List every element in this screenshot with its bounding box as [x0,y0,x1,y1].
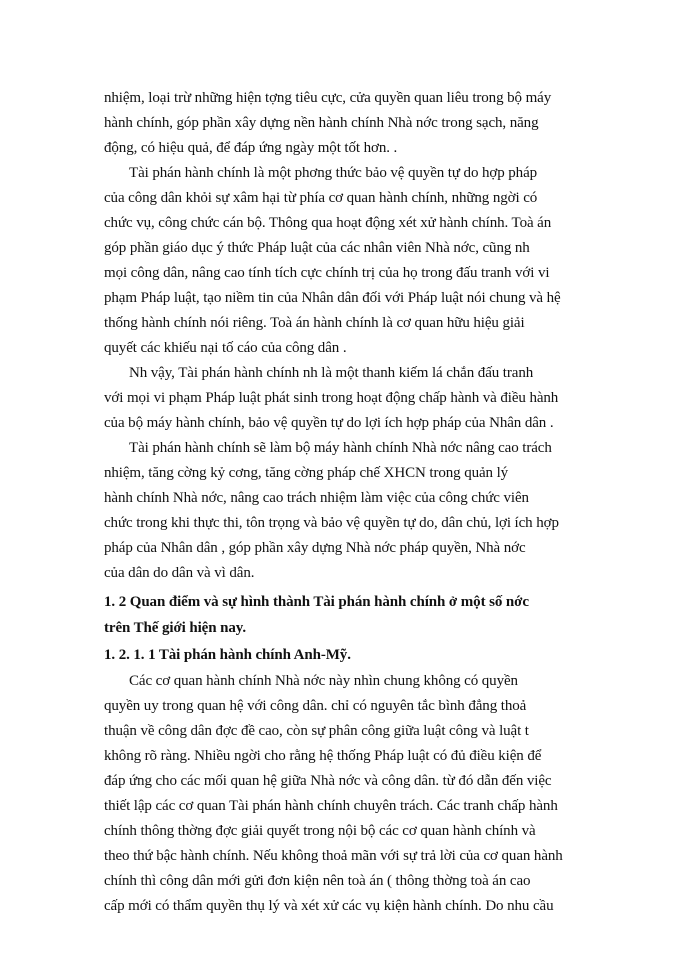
paragraph-line: nhiệm, tăng cờng kỷ cơng, tăng cờng pháp chế XHCN trong quản lý [104,465,509,481]
paragraph-line: hành chính, góp phần xây dựng nền hành chính Nhà nớc trong sạch, năng [104,115,539,131]
paragraph-line: Tài phán hành chính sẽ làm bộ máy hành chính Nhà nớc nâng cao trách [129,440,552,456]
paragraph-line: thuận về công dân đợc đề cao, còn sự phân công giữa luật công và luật t [104,723,529,739]
paragraph-line: góp phần giáo dục ý thức Pháp luật của các nhân viên Nhà nớc, cũng nh [104,240,530,256]
paragraph-line: Tài phán hành chính là một phơng thức bảo vệ quyền tự do hợp pháp [129,165,538,181]
paragraph-line: theo thứ bậc hành chính. Nếu không thoả mãn với sự trả lời của cơ quan hành [104,848,563,864]
paragraph-line: của công dân khỏi sự xâm hại từ phía cơ quan hành chính, những ngời có [104,190,538,206]
paragraph-line: chức trong khi thực thi, tôn trọng và bảo vệ quyền tự do, dân chủ, lợi ích hợp [104,515,559,531]
paragraph-line: Nh vậy, Tài phán hành chính nh là một thanh kiếm lá chắn đấu tranh [129,365,534,381]
paragraph-line: thống hành chính nói riêng. Toà án hành chính là cơ quan hữu hiệu giải [104,315,525,331]
section-heading: 1. 2 Quan điểm và sự hình thành Tài phán hành chính ở một số nớc [104,594,529,610]
paragraph-line: cấp mới có thẩm quyền thụ lý và xét xử các vụ kiện hành chính. Do nhu cầu [104,898,554,914]
paragraph-line: chính thông thờng đợc giải quyết trong nội bộ các cơ quan hành chính và [104,823,536,839]
paragraph-line: Các cơ quan hành chính Nhà nớc này nhìn chung không có quyền [129,673,518,689]
paragraph-line: của dân do dân và vì dân. [104,565,255,581]
paragraph-line: hành chính Nhà nớc, nâng cao trách nhiệm làm việc của công chức viên [104,490,529,506]
paragraph-line: động, có hiệu quả, để đáp ứng ngày một tốt hơn. . [104,140,398,156]
paragraph-line: phạm Pháp luật, tạo niềm tin của Nhân dân đối với Pháp luật nói chung và hệ [104,290,561,306]
paragraph-line: của bộ máy hành chính, bảo vệ quyền tự do lợi ích hợp pháp của Nhân dân . [104,415,554,431]
paragraph-line: chính thì công dân mới gửi đơn kiện nên toà án ( thông thờng toà án cao [104,873,531,889]
section-heading: trên Thế giới hiện nay. [104,620,247,636]
paragraph-line: nhiệm, loại trừ những hiện tợng tiêu cực, cửa quyền quan liêu trong bộ máy [104,90,552,106]
paragraph-line: pháp của Nhân dân , góp phần xây dựng Nhà nớc pháp quyền, Nhà nớc [104,540,526,556]
paragraph-line: không rõ ràng. Nhiều ngời cho rằng hệ thống Pháp luật có đủ điều kiện để [104,748,542,764]
paragraph-line: với mọi vi phạm Pháp luật phát sinh trong hoạt động chấp hành và điều hành [104,390,559,406]
paragraph-line: thiết lập các cơ quan Tài phán hành chính chuyên trách. Các tranh chấp hành [104,798,558,814]
paragraph-line: quyết các khiếu nại tố cáo của công dân . [104,340,347,356]
paragraph-line: đáp ứng cho các mối quan hệ giữa Nhà nớc và công dân. từ đó dẫn đến việc [104,773,552,789]
paragraph-line: quyền uy trong quan hệ với công dân. chỉ có nguyên tắc bình đẳng thoả [104,698,527,714]
subsection-heading: 1. 2. 1. 1 Tài phán hành chính Anh-Mỹ. [104,647,351,663]
paragraph-line: chức vụ, công chức cán bộ. Thông qua hoạt động xét xử hành chính. Toà án [104,215,552,231]
paragraph-line: mọi công dân, nâng cao tính tích cực chính trị của họ trong đấu tranh với vi [104,265,550,281]
